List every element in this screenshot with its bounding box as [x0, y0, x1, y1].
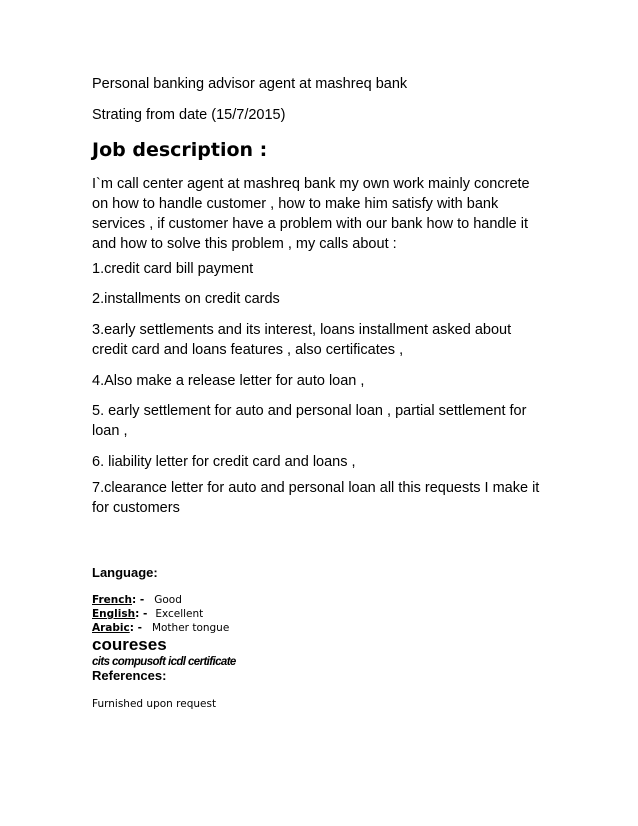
references-text: Furnished upon request: [92, 698, 217, 710]
language-name: English: [92, 608, 136, 620]
language-row-arabic: [92, 621, 552, 635]
courses-item: cits compusoft icdl certificate: [92, 656, 236, 668]
duty-item-4: 4.Also make a release letter for auto loan ,: [92, 373, 365, 389]
duty-item-line: credit card and loans features , also certificates ,: [92, 342, 404, 358]
duty-item-6: 6. liability letter for credit card and loans ,: [92, 454, 356, 470]
language-level: Excellent: [155, 608, 204, 620]
job-intro-line: I`m call center agent at mashreq bank my own work mainly concrete: [92, 176, 530, 192]
duty-item-line: for customers: [92, 500, 180, 516]
duty-item-line: loan ,: [92, 423, 128, 439]
references-heading: References:: [92, 668, 167, 683]
job-intro-line: and how to solve this problem , my calls about :: [92, 236, 397, 252]
duty-item-line: 3.early settlements and its interest, loans installment asked about: [92, 322, 512, 338]
start-date-line: Strating from date (15/7/2015): [92, 107, 286, 123]
language-row-french: [92, 593, 552, 607]
language-name: Arabic: [92, 622, 130, 634]
duty-item-2: 2.installments on credit cards: [92, 291, 280, 307]
duty-item-1: 1.credit card bill payment: [92, 261, 254, 277]
language-separator: : -: [135, 608, 148, 620]
language-heading: Language:: [92, 565, 158, 580]
duty-item-line: 5. early settlement for auto and personal loan , partial settlement for: [92, 403, 527, 419]
language-list: [92, 593, 552, 635]
job-intro-line: services , if customer have a problem with our bank how to handle it: [92, 216, 529, 232]
duty-item-3: [92, 320, 552, 360]
language-row-english: [92, 607, 552, 621]
position-line: Personal banking advisor agent at mashreq bank: [92, 76, 408, 92]
courses-heading: coureses: [92, 635, 167, 654]
duty-item-5: [92, 401, 552, 441]
language-separator: : -: [129, 622, 142, 634]
language-separator: : -: [131, 594, 145, 606]
language-level: Mother tongue: [151, 622, 230, 634]
language-level: Good: [154, 594, 182, 606]
job-intro: [92, 174, 552, 254]
job-description-heading: Job description :: [92, 139, 268, 161]
duty-item-7: [92, 478, 552, 518]
job-intro-line: on how to handle customer , how to make him satisfy with bank: [92, 196, 499, 212]
language-name: French: [92, 594, 132, 606]
duty-item-line: 7.clearance letter for auto and personal loan all this requests I make it: [92, 480, 540, 496]
